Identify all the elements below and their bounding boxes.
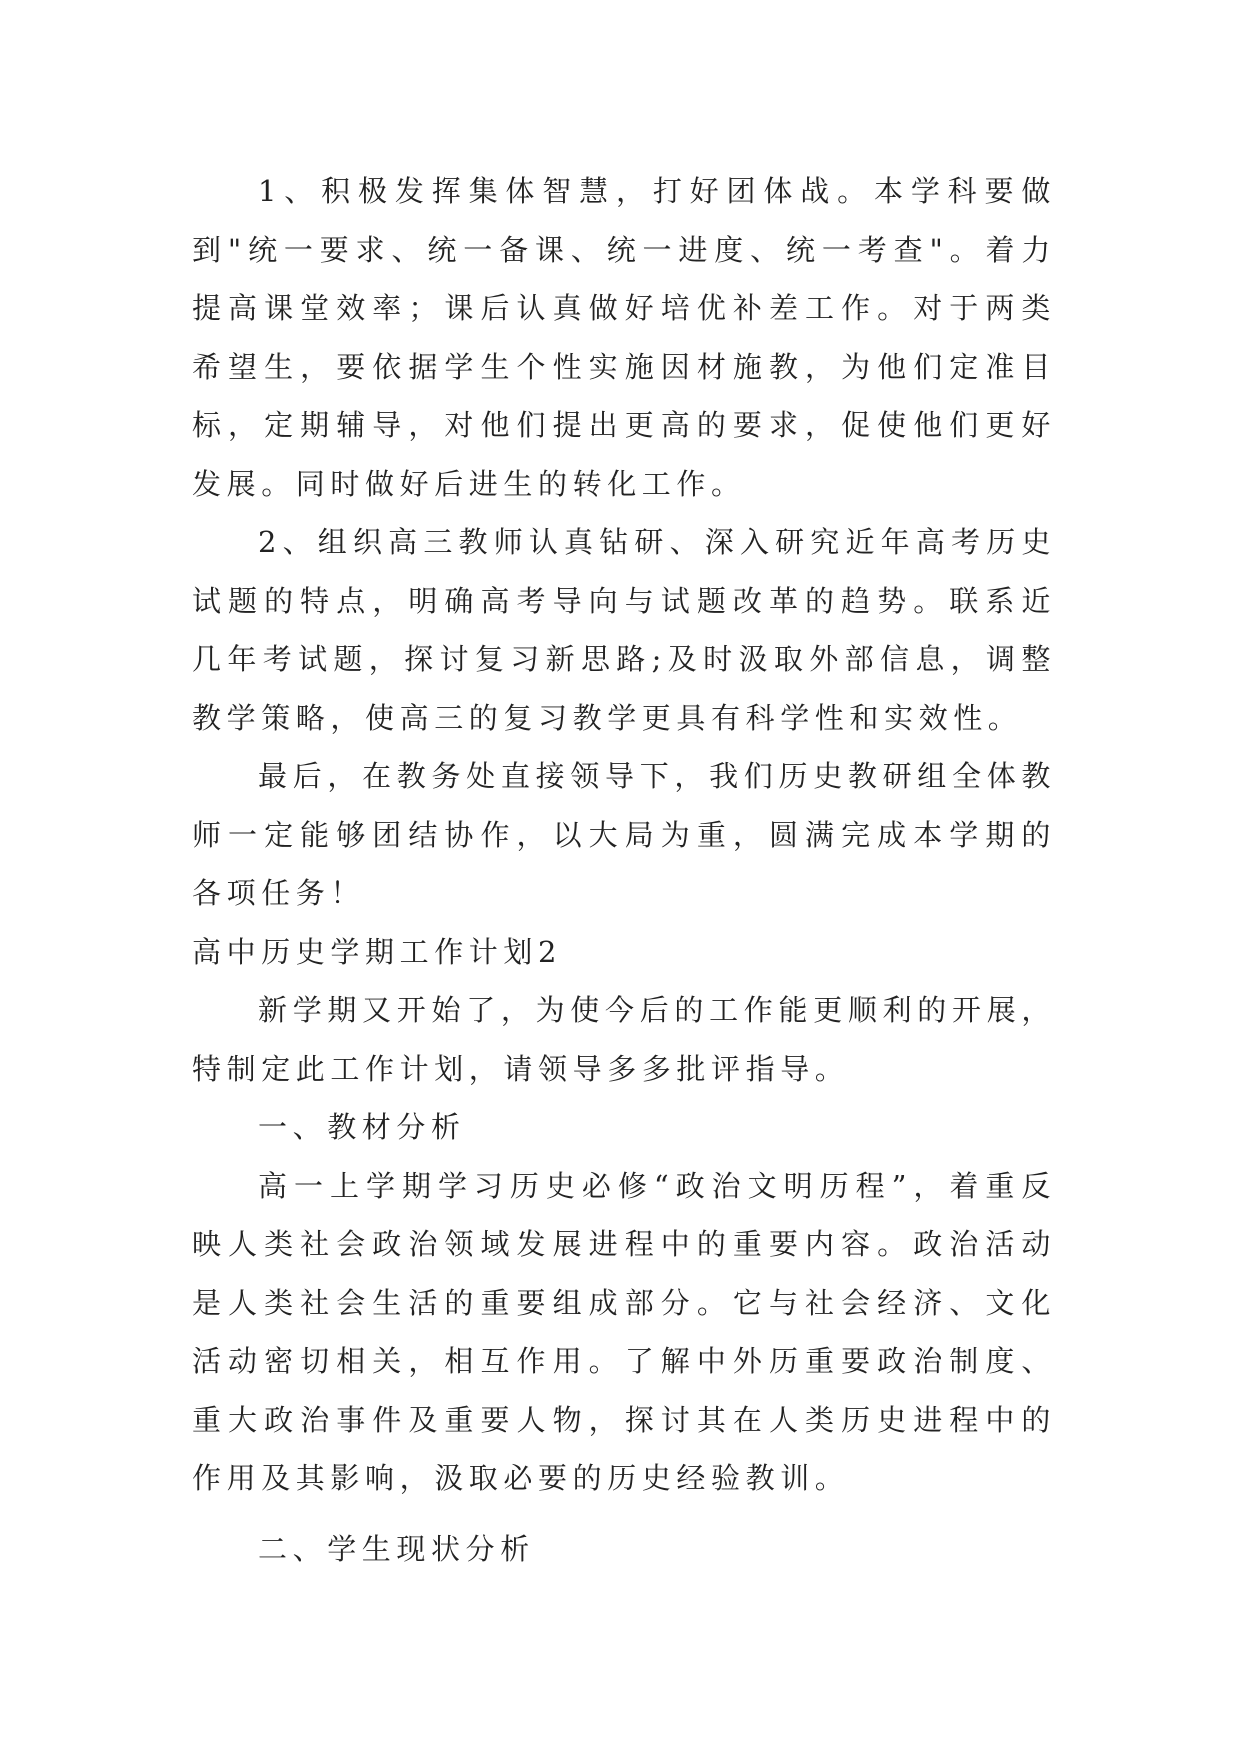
paragraph-conclusion: 最后，在教务处直接领导下，我们历史教研组全体教师一定能够团结协作，以大局为重，圆满完成本学期的各项任务！ (192, 759, 1056, 910)
heading-textbook-analysis: 一、教材分析 (258, 1110, 466, 1144)
document-page (192, 162, 1056, 1578)
paragraph-collective-wisdom: 1、积极发挥集体智慧，打好团体战。本学科要做到"统一要求、统一备课、统一进度、统一考查"。着力提高课堂效率；课后认真做好培优补差工作。对于两类希望生，要依据学生个性实施因材施教，为他们定准目标，定期辅导，对他们提出更高的要求，促使他们更好发展。同时做好后进生的转化工作。 (192, 174, 1056, 501)
paragraph-intro: 新学期又开始了，为使今后的工作能更顺利的开展，特制定此工作计划，请领导多多批评指导。 (192, 993, 1056, 1086)
paragraph-exam-research: 2、组织高三教师认真钻研、深入研究近年高考历史试题的特点，明确高考导向与试题改革的趋势。联系近几年考试题，探讨复习新思路;及时汲取外部信息，调整教学策略，使高三的复习教学更具有科学性和实效性。 (192, 525, 1056, 735)
heading-student-analysis: 二、学生现状分析 (258, 1531, 535, 1566)
paragraph-textbook-analysis: 高一上学期学习历史必修“政治文明历程”，着重反映人类社会政治领域发展进程中的重要内容。政治活动是人类社会生活的重要组成部分。它与社会经济、文化活动密切相关，相互作用。了解中外历重要政治制度、重大政治事件及重要人物，探讨其在人类历史进程中的作用及其影响，汲取必要的历史经验教训。 (192, 1168, 1056, 1495)
section-title: 高中历史学期工作计划2 (192, 934, 563, 969)
